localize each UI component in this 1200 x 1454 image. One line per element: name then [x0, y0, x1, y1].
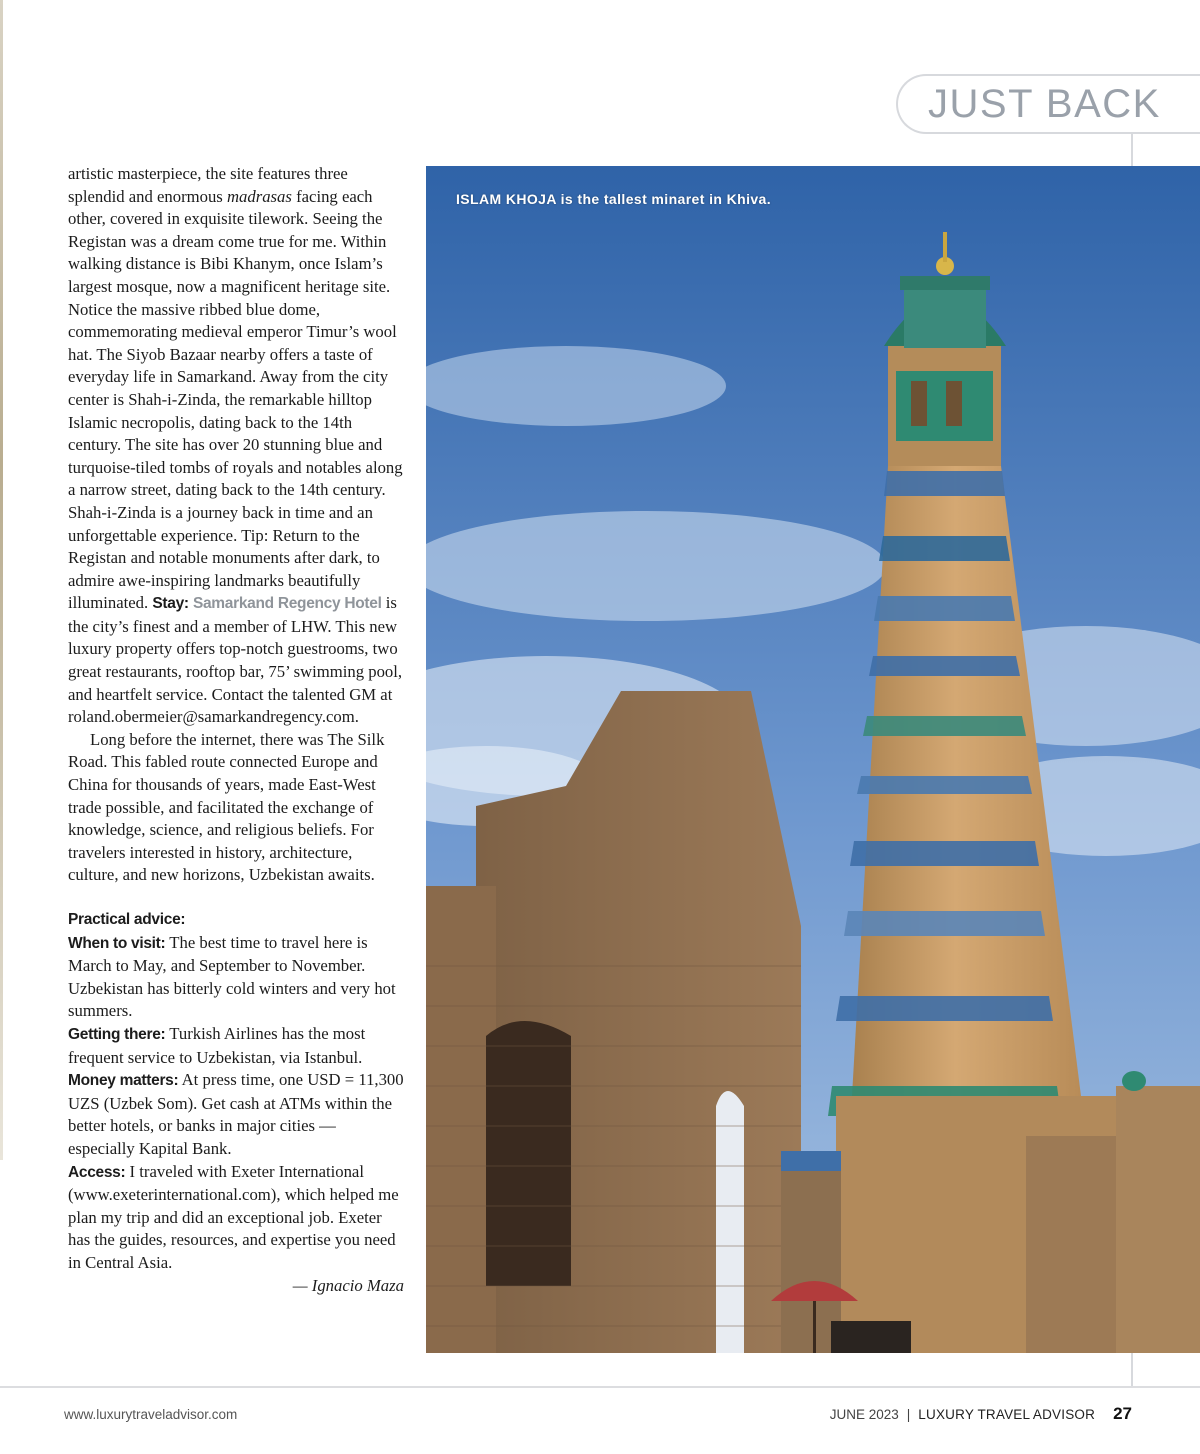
- vertical-rule: [1131, 134, 1133, 166]
- section-title: JUST BACK: [928, 82, 1161, 126]
- photo-caption: ISLAM KHOJA is the tallest minaret in Khiva.: [456, 191, 772, 207]
- footer-separator: |: [906, 1407, 911, 1422]
- article-column: [68, 163, 404, 1297]
- byline: — Ignacio Maza: [292, 1275, 404, 1295]
- magazine-name: LUXURY TRAVEL ADVISOR: [918, 1407, 1096, 1422]
- advice-item: Access: I traveled with Exeter International (www.exeterinternational.com), which helped me plan my trip and did an exceptional job. Exeter has the guides, resources, and expertise you need in Central Asia.: [68, 1161, 399, 1272]
- article-paragraph: artistic masterpiece, the site features three splendid and enormous madrasas facing each other, covered in exquisite tilework. Seeing the Registan was a dream come true for me. Within walking distance is Bibi Khanym, once Islam’s largest mosque, now a magnificent heritage site. Notice the massive ribbed blue dome, commemorating medieval emperor Timur’s wool hat. The Siyob Bazaar nearby offers a taste of everyday life in Samarkand. Away from the city center is Shah-i-Zinda, the remarkable hilltop Islamic necropolis, dating back to the 14th century. The site has over 20 stunning blue and turquoise-tiled tombs of royals and notables along a narrow street, dating back to the 14th century. Shah-i-Zinda is a journey back in time and an unforgettable experience. Tip: Return to the Registan and notable monuments after dark, to admire awe-inspiring landmarks beautifully illuminated. Stay: Samarkand Regency Hotel is the city’s finest and a member of LHW. This new luxury property offers top-notch guestrooms, two great restaurants, rooftop bar, 75’ swimming pool, and heartfelt service. Contact the talented GM at roland.obermeier@samarkandregency.com.: [68, 164, 403, 727]
- section-tab: [896, 74, 1200, 134]
- stay-label: Stay:: [152, 595, 189, 613]
- minaret-photo: [426, 166, 1200, 1353]
- minaret-illustration: [426, 166, 1200, 1353]
- footer-info: [830, 1404, 1132, 1424]
- advice-item: When to visit: The best time to travel here is March to May, and September to November. Uzbekistan has bitterly cold winters and very hot summers.: [68, 932, 396, 1021]
- page-spine-edge: [0, 0, 3, 1160]
- article-paragraph: Long before the internet, there was The Silk Road. This fabled route connected Europe and China for thousands of years, made East-West trade possible, and facilitated the exchange of knowledge, science, and religious beliefs. For travelers interested in history, architecture, culture, and new horizons, Uzbekistan awaits.: [68, 729, 385, 885]
- page-number: 27: [1113, 1404, 1132, 1423]
- advice-heading: Practical advice:: [68, 911, 186, 928]
- advice-item: Money matters: At press time, one USD = 11,300 UZS (Uzbek Som). Get cash at ATMs within the better hotels, or banks in major cities — especially Kapital Bank.: [68, 1070, 404, 1158]
- advice-item: Getting there: Turkish Airlines has the most frequent service to Uzbekistan, via Istanbul.: [68, 1023, 366, 1067]
- footer-url: www.luxurytraveladvisor.com: [64, 1407, 238, 1422]
- hotel-name: Samarkand Regency Hotel: [192, 595, 382, 613]
- footer-rule: [0, 1386, 1200, 1388]
- issue-date: JUNE 2023: [829, 1407, 899, 1422]
- vertical-rule: [1131, 1352, 1133, 1386]
